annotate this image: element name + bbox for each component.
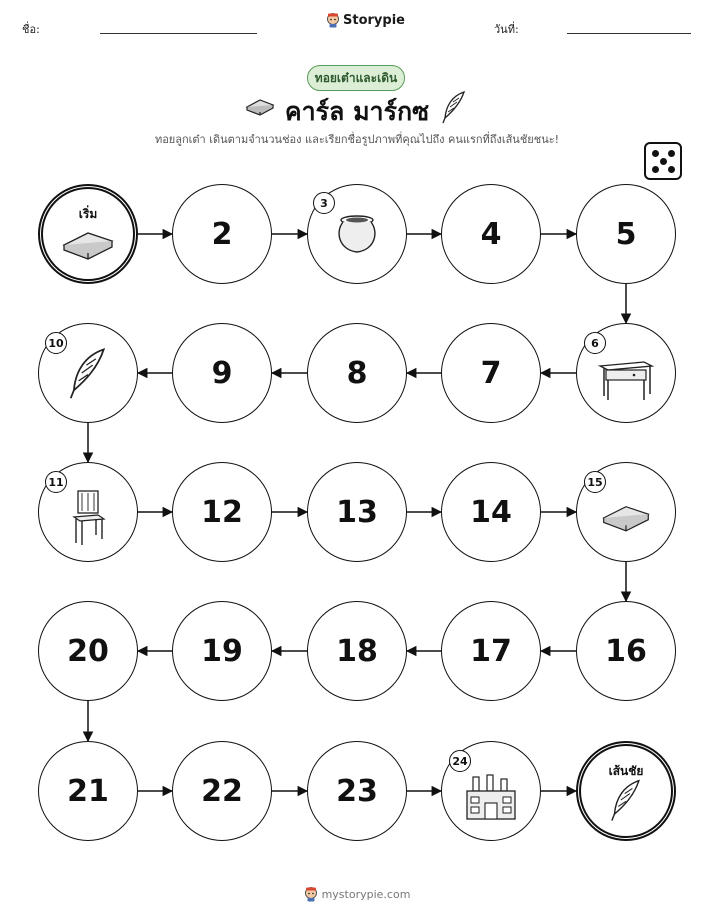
board-cell[interactable] xyxy=(172,462,272,562)
board-cell[interactable] xyxy=(307,601,407,701)
board-cell[interactable] xyxy=(38,462,138,562)
book-icon xyxy=(60,225,116,261)
book-icon xyxy=(600,499,652,533)
board-cell[interactable] xyxy=(441,323,541,423)
board-cell[interactable] xyxy=(172,184,272,284)
board-cell[interactable] xyxy=(576,601,676,701)
board-cell[interactable] xyxy=(441,462,541,562)
cell-number: 17 xyxy=(470,633,512,669)
cell-number-badge: 6 xyxy=(584,332,606,354)
board-cell[interactable] xyxy=(172,741,272,841)
board-cell[interactable] xyxy=(307,741,407,841)
name-label: ชื่อ: xyxy=(22,23,40,36)
cell-number: 2 xyxy=(211,216,233,252)
board-cell[interactable] xyxy=(38,601,138,701)
cell-number-badge: 24 xyxy=(449,750,471,772)
activity-tag: ทอยเต๋าและเดิน xyxy=(307,65,405,91)
board-cell[interactable] xyxy=(576,184,676,284)
instructions: ทอยลูกเต๋า เดินตามจำนวนช่อง และเรียกชื่อรูปภาพที่คุณไปถึง คนแรกที่ถึงเส้นชัยชนะ! xyxy=(154,133,560,146)
date-label: วันที่: xyxy=(494,23,519,36)
board-cell[interactable] xyxy=(172,323,272,423)
board-cell[interactable] xyxy=(441,741,541,841)
cell-number-badge: 10 xyxy=(45,332,67,354)
factory-icon xyxy=(463,773,519,823)
board-cell-finish[interactable] xyxy=(576,741,676,841)
board-cell[interactable] xyxy=(307,462,407,562)
board-cell[interactable] xyxy=(441,184,541,284)
cell-number: 20 xyxy=(67,633,109,669)
cell-number: 22 xyxy=(201,773,243,809)
board-cell[interactable] xyxy=(307,323,407,423)
start-label: เริ่ม xyxy=(78,207,98,221)
cell-number: 13 xyxy=(336,494,378,530)
cell-number: 5 xyxy=(615,216,637,252)
page-title: คาร์ล มาร์กซ xyxy=(284,97,430,126)
quill-icon xyxy=(66,345,110,401)
footer-site: mystorypie.com xyxy=(321,888,411,901)
cell-number: 14 xyxy=(470,494,512,530)
desk-icon xyxy=(596,356,656,404)
board-cell[interactable] xyxy=(576,462,676,562)
board-cell[interactable] xyxy=(441,601,541,701)
cell-number-badge: 15 xyxy=(584,471,606,493)
cell-number: 8 xyxy=(346,355,368,391)
cell-number: 9 xyxy=(211,355,233,391)
brand-name: Storypie xyxy=(343,13,405,28)
board-cell-start[interactable] xyxy=(38,184,138,284)
quill-icon xyxy=(608,777,644,823)
cell-number: 18 xyxy=(336,633,378,669)
cell-number: 21 xyxy=(67,773,109,809)
board-cell[interactable] xyxy=(38,741,138,841)
finish-label: เส้นชัย xyxy=(608,764,644,778)
board-cell[interactable] xyxy=(38,323,138,423)
cell-number: 12 xyxy=(201,494,243,530)
cell-number: 4 xyxy=(480,216,502,252)
cell-number-badge: 11 xyxy=(45,471,67,493)
board-cell[interactable] xyxy=(576,323,676,423)
cell-number: 19 xyxy=(201,633,243,669)
footer xyxy=(0,887,714,902)
chair-icon xyxy=(68,487,108,547)
board-cell[interactable] xyxy=(307,184,407,284)
board-cell[interactable] xyxy=(172,601,272,701)
pot-icon xyxy=(333,212,381,256)
cell-number: 23 xyxy=(336,773,378,809)
cell-number: 7 xyxy=(480,355,502,391)
cell-number: 16 xyxy=(605,633,647,669)
storypie-mascot-icon xyxy=(304,887,318,902)
cell-number-badge: 3 xyxy=(313,192,335,214)
